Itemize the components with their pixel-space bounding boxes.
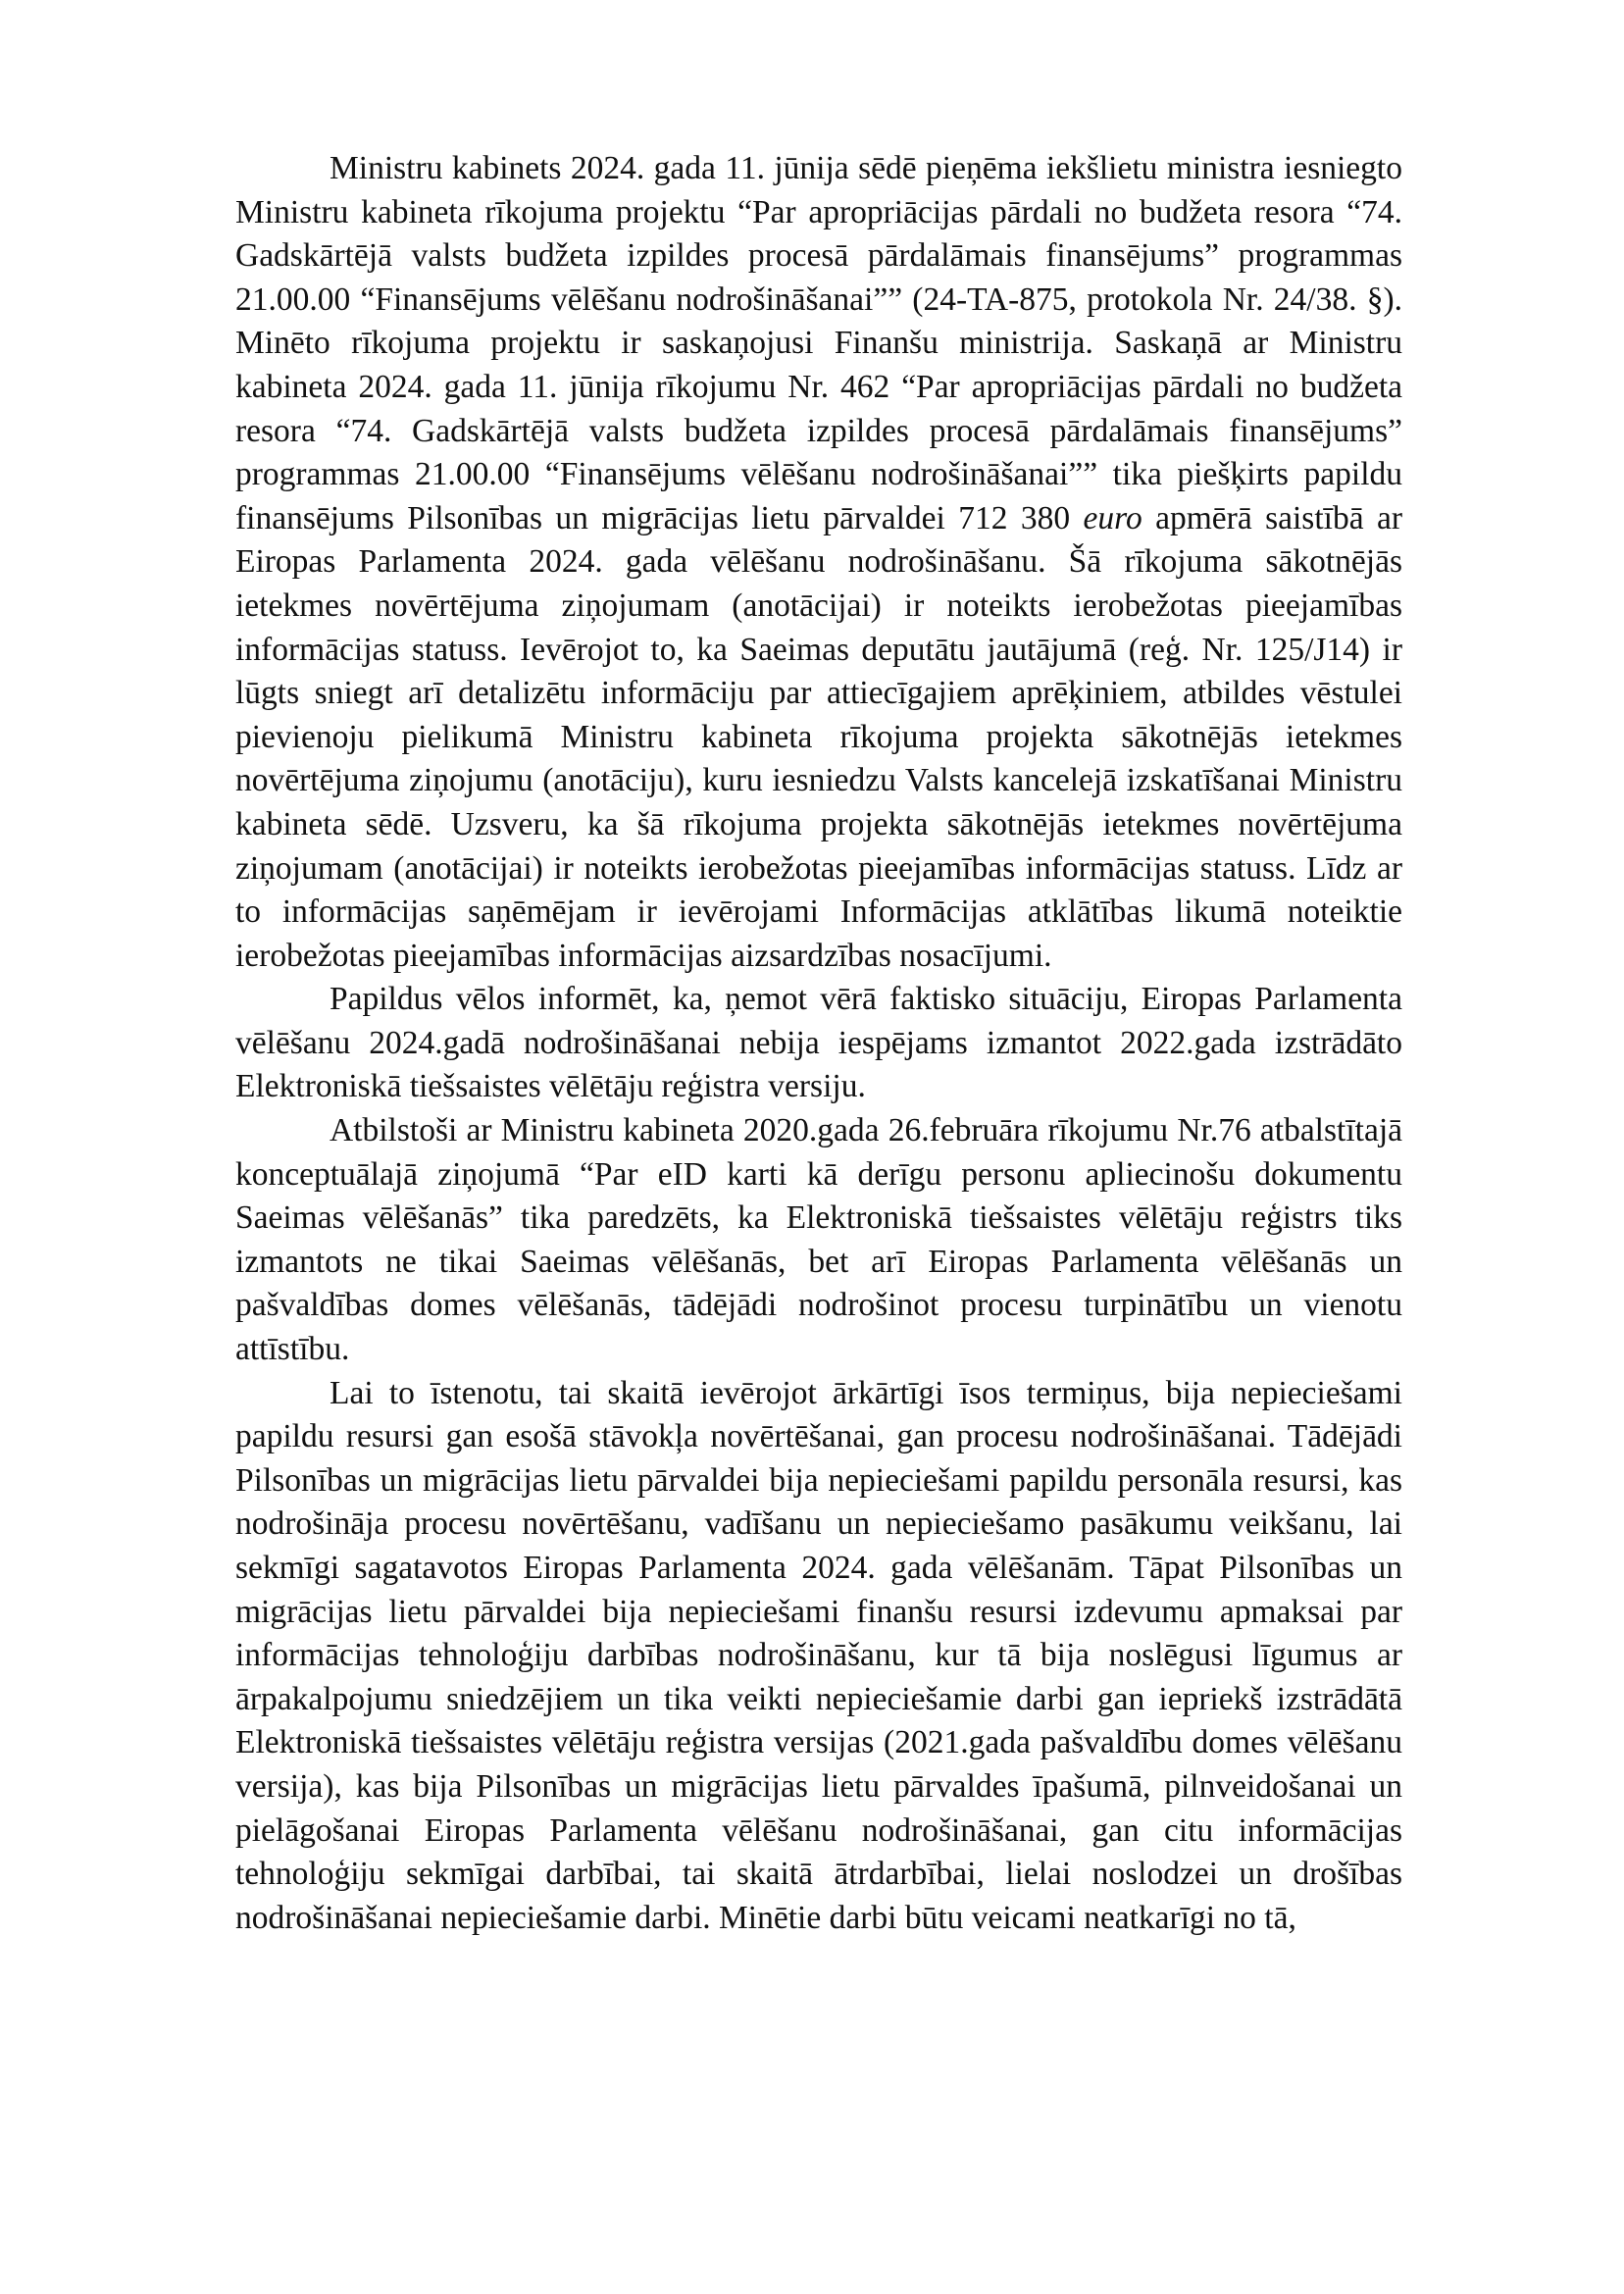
paragraph-additional-info: Papildus vēlos informēt, ka, ņemot vērā faktisko situāciju, Eiropas Parlamenta vēlēšanu 2024.gadā nodrošināšanai nebija iespējams izmantot 2022.gada izstrādāto Elektroniskā tiešsaistes vēlētāju reģistra versiju. (235, 981, 1402, 1105)
paragraph-resources: Lai to īstenotu, tai skaitā ievērojot ārkārtīgi īsos termiņus, bija nepieciešami papildu resursi gan esošā stāvokļa novērtēšanai, gan procesu nodrošināšanai. Tādējādi Pilsonības un migrācijas lietu pārvaldei bija nepieciešami papildu personāla resursi, kas nodrošināja procesu novērtēšanu, vadīšanu un nepieciešamo pasākumu veikšanu, lai sekmīgi sagatavotos Eiropas Parlamenta 2024. gada vēlēšanām. Tāpat Pilsonības un migrācijas lietu pārvaldei bija nepieciešami finanšu resursi izdevumu apmaksai par informācijas tehnoloģiju darbības nodrošināšanu, kur tā bija noslēgusi līgumus ar ārpakalpojumu sniedzējiem un tika veikti nepieciešamie darbi gan iepriekš izstrādātā Elektroniskā tiešsaistes vēlētāju reģistra versijas (2021.gada pašvaldību domes vēlēšanu versija), kas bija Pilsonības un migrācijas lietu pārvaldes īpašumā, pilnveidošanai un pielāgošanai Eiropas Parlamenta vēlēšanu nodrošināšanai, gan citu informācijas tehnoloģiju sekmīgai darbībai, tai skaitā ātrdarbībai, lielai noslodzei un drošības nodrošināšanai nepieciešamie darbi. Minētie darbi būtu veicami neatkarīgi no tā, (235, 1374, 1402, 1936)
paragraph-text-part: apmērā saistībā ar Eiropas Parlamenta 2024. gada vēlēšanu nodrošināšanu. Šā rīkojuma sākotnējās ietekmes novērtējuma ziņojumam (anotācijai) ir noteikts ierobežotas pieejamības informācijas statuss. Ievērojot to, ka Saeimas deputātu jautājumā (reģ. Nr. 125/J14) ir lūgts sniegt arī detalizētu informāciju par attiecīgajiem aprēķiniem, atbildes vēstulei pievienoju pielikumā Ministru kabineta rīkojuma projekta sākotnējās ietekmes novērtējuma ziņojumu (anotāciju), kuru iesniedzu Valsts kancelejā izskatīšanai Ministru kabineta sēdē. Uzsveru, ka šā rīkojuma projekta sākotnējās ietekmes novērtējuma ziņojumam (anotācijai) ir noteikts ierobežotas pieejamības informācijas statuss. Līdz ar to informācijas saņēmējam ir ievērojami Informācijas atklātības likumā noteiktie ierobežotas pieejamības informācijas aizsardzības nosacījumi. (235, 499, 1402, 974)
paragraph-cabinet-decision (235, 147, 1402, 978)
paragraph-text-part: Ministru kabinets 2024. gada 11. jūnija sēdē pieņēma iekšlietu ministra iesniegto Ministru kabineta rīkojuma projektu “Par apropriācijas pārdali no budžeta resora “74. Gadskārtējā valsts budžeta izpildes procesā pārdalāmais finansējums” programmas 21.00.00 “Finansējums vēlēšanu nodrošināšanai”” (24-TA-875, protokola Nr. 24/38. §). Minēto rīkojuma projektu ir saskaņojusi Finanšu ministrija. Saskaņā ar Ministru kabineta 2024. gada 11. jūnija rīkojumu Nr. 462 “Par apropriācijas pārdali no budžeta resora “74. Gadskārtējā valsts budžeta izpildes procesā pārdalāmais finansējums” programmas 21.00.00 “Finansējums vēlēšanu nodrošināšanai”” tika piešķirts papildu finansējums Pilsonības un migrācijas lietu pārvaldei 712 380 (235, 150, 1402, 536)
currency-euro-italic: euro (1083, 499, 1142, 536)
document-body (235, 147, 1402, 1940)
paragraph-conceptual-report: Atbilstoši ar Ministru kabineta 2020.gada 26.februāra rīkojumu Nr.76 atbalstītajā konceptuālajā ziņojumā “Par eID karti kā derīgu personu apliecinošu dokumentu Saeimas vēlēšanās” tika paredzēts, ka Elektroniskā tiešsaistes vēlētāju reģistrs tiks izmantots ne tikai Saeimas vēlēšanās, bet arī Eiropas Parlamenta vēlēšanās un pašvaldības domes vēlēšanās, tādējādi nodrošinot procesu turpinātību un vienotu attīstību. (235, 1112, 1402, 1368)
